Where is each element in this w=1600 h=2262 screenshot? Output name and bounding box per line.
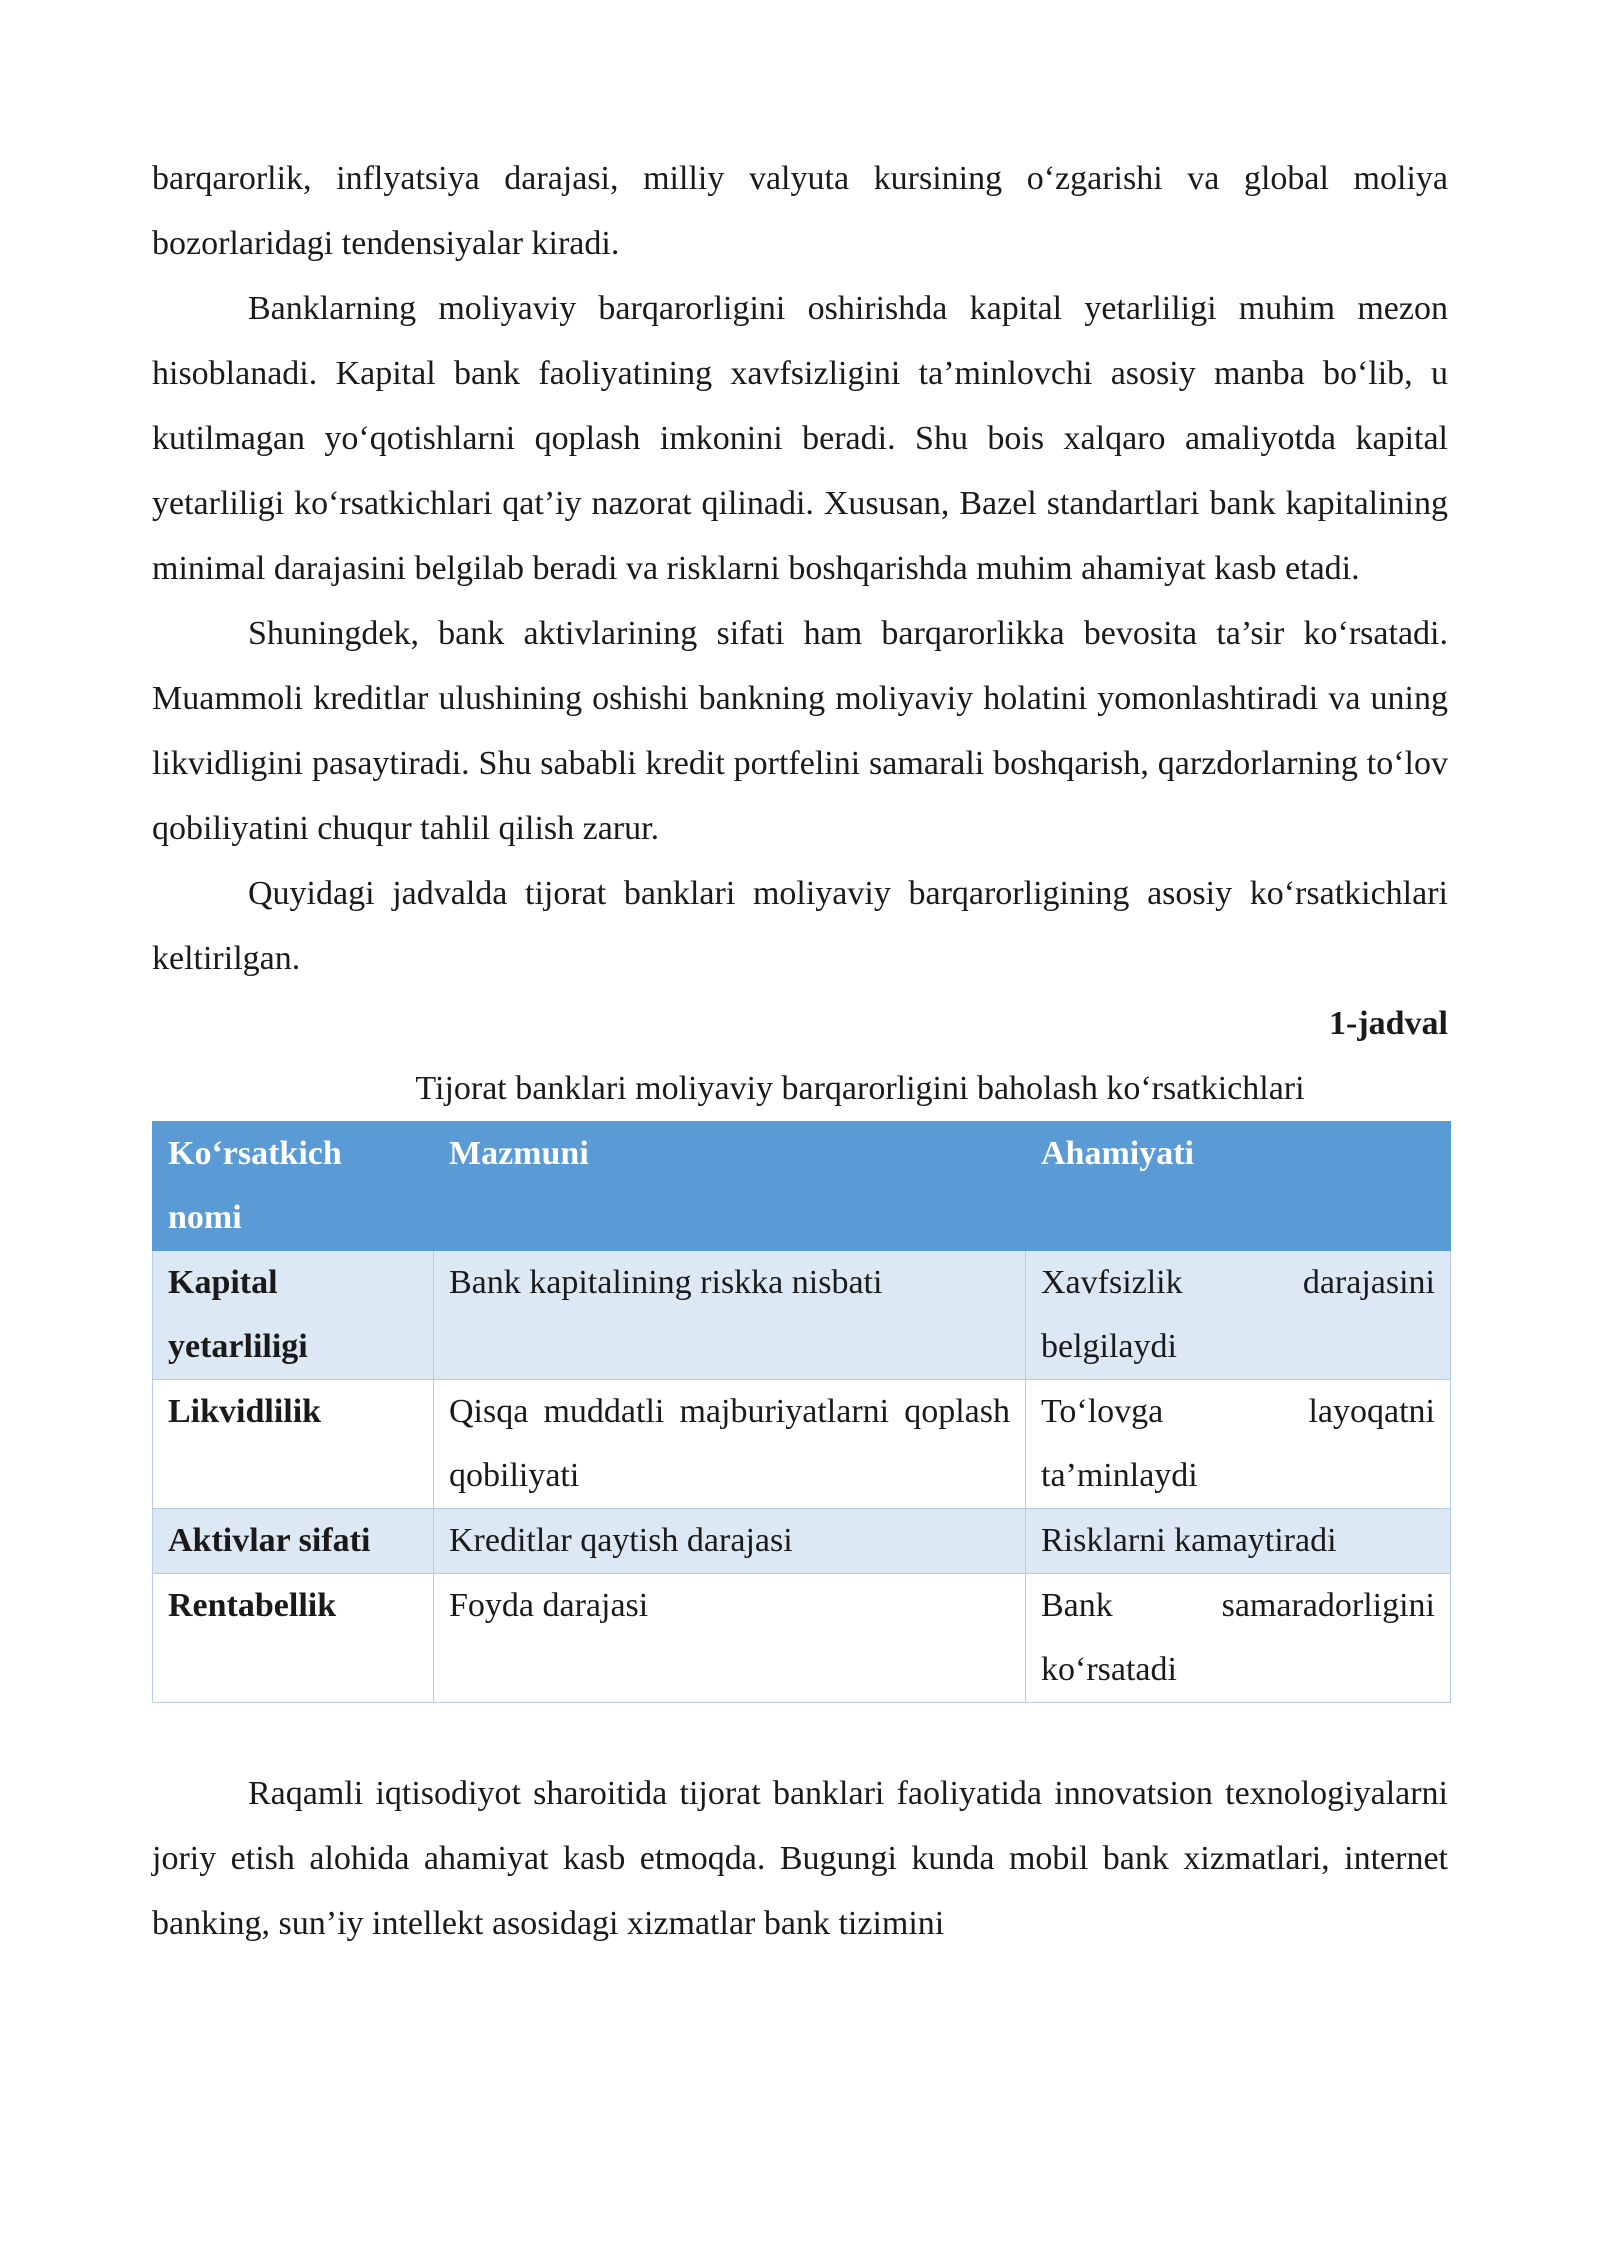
indicator-name: Likvidlilik <box>153 1380 434 1509</box>
paragraph: barqarorlik, inflyatsiya darajasi, milliy valyuta kursining o‘zgarishi va global moliya bozorlaridagi tendensiyalar kiradi. <box>152 160 1448 262</box>
table-label: 1-jadval <box>1329 1005 1448 1042</box>
column-header-indicator: Ko‘rsatkich nomi <box>153 1122 434 1251</box>
indicator-name: Rentabellik <box>153 1574 434 1703</box>
document-page <box>152 146 1448 1956</box>
column-header-importance: Ahamiyati <box>1026 1122 1451 1251</box>
indicator-name: Kapital yetarliligi <box>153 1251 434 1380</box>
indicator-importance: To‘lovga layoqatni ta’minlaydi <box>1026 1380 1451 1509</box>
indicator-content: Qisqa muddatli majburiyatlarni qoplash qobiliyati <box>434 1380 1026 1509</box>
indicator-content: Kreditlar qaytish darajasi <box>434 1509 1026 1574</box>
table-row <box>153 1509 1451 1574</box>
indicator-content: Bank kapitalining riskka nisbati <box>434 1251 1026 1380</box>
paragraph: Quyidagi jadvalda tijorat banklari moliyaviy barqarorligining asosiy ko‘rsatkichlari keltirilgan. <box>152 875 1448 977</box>
indicator-importance: Risklarni kamaytiradi <box>1026 1509 1451 1574</box>
indicator-name: Aktivlar sifati <box>153 1509 434 1574</box>
table-header-row <box>153 1122 1451 1251</box>
paragraph: Raqamli iqtisodiyot sharoitida tijorat banklari faoliyatida innovatsion texnologiyalarni joriy etish alohida ahamiyat kasb etmoqda. Bugungi kunda mobil bank xizmatlari, internet banking, sun’iy intellekt asosidagi xizmatlar bank tizimini <box>152 1775 1448 1942</box>
indicator-content: Foyda darajasi <box>434 1574 1026 1703</box>
paragraph: Shuningdek, bank aktivlarining sifati ham barqarorlikka bevosita ta’sir ko‘rsatadi. Muammoli kreditlar ulushining oshishi bankning moliyaviy holatini yomonlashtiradi va uning likvidligini pasaytiradi. Shu sababli kredit portfelini samarali boshqarish, qarzdorlarning to‘lov qobiliyatini chuqur tahlil qilish zarur. <box>152 615 1448 847</box>
table-title: Tijorat banklari moliyaviy barqarorligini baholash ko‘rsatkichlari <box>415 1070 1305 1107</box>
table-row <box>153 1251 1451 1380</box>
table-row <box>153 1380 1451 1509</box>
indicator-importance: Xavfsizlik darajasini belgilaydi <box>1026 1251 1451 1380</box>
indicator-importance: Bank samaradorligini ko‘rsatadi <box>1026 1574 1451 1703</box>
paragraph: Banklarning moliyaviy barqarorligini oshirishda kapital yetarliligi muhim mezon hisoblanadi. Kapital bank faoliyatining xavfsizligini ta’minlovchi asosiy manba bo‘lib, u kutilmagan yo‘qotishlarni qoplash imkonini beradi. Shu bois xalqaro amaliyotda kapital yetarliligi ko‘rsatkichlari qat’iy nazorat qilinadi. Xususan, Bazel standartlari bank kapitalining minimal darajasini belgilab beradi va risklarni boshqarishda muhim ahamiyat kasb etadi. <box>152 290 1448 587</box>
indicators-table <box>152 1121 1451 1703</box>
column-header-content: Mazmuni <box>434 1122 1026 1251</box>
table-row <box>153 1574 1451 1703</box>
